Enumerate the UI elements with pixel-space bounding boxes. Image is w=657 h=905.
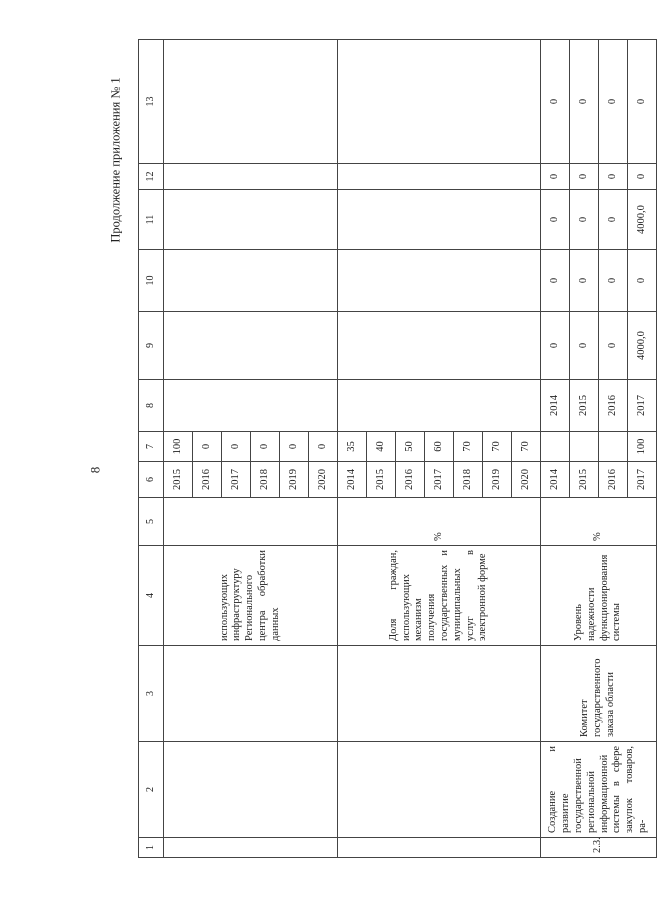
indicator-cell: Уровень надежности функционирования системы — [541, 546, 657, 646]
table-row — [164, 40, 193, 858]
table-row — [541, 40, 570, 858]
col-header: 1 — [139, 838, 164, 858]
unit-cell: % — [338, 498, 541, 546]
federal-cell: 0 — [628, 250, 657, 312]
regional-cell: 4000,0 — [628, 190, 657, 250]
year-cell: 2020 — [512, 462, 541, 498]
target-cell: 0 — [309, 432, 338, 462]
other-cell: 0 — [570, 40, 599, 164]
other-cell: 0 — [628, 40, 657, 164]
table-row — [338, 40, 367, 858]
col-header: 9 — [139, 312, 164, 380]
col-header: 6 — [139, 462, 164, 498]
target-cell: 100 — [164, 432, 193, 462]
header-row — [139, 40, 164, 858]
total-cell: 0 — [599, 312, 628, 380]
year-cell: 2017 — [628, 462, 657, 498]
other-cell: 0 — [541, 40, 570, 164]
col-header: 5 — [139, 498, 164, 546]
target-cell: 0 — [251, 432, 280, 462]
year-cell: 2017 — [425, 462, 454, 498]
appendix-title: Продолжение приложения № 1 — [108, 77, 123, 243]
col-header: 2 — [139, 742, 164, 838]
target-cell: 50 — [396, 432, 425, 462]
col-header: 8 — [139, 380, 164, 432]
indicator-cell: использующих инфраструктуру Регионального центра обработки данных — [164, 546, 338, 646]
finance-year-cell: 2014 — [541, 380, 570, 432]
federal-cell: 0 — [541, 250, 570, 312]
year-cell: 2014 — [338, 462, 367, 498]
year-cell: 2015 — [164, 462, 193, 498]
appendix-table — [138, 40, 648, 858]
page-number: 8 — [87, 466, 103, 474]
executor-cell: Комитет государственного заказа области — [541, 646, 657, 742]
year-cell: 2018 — [454, 462, 483, 498]
local-cell: 0 — [570, 164, 599, 190]
regional-cell: 0 — [541, 190, 570, 250]
year-cell: 2017 — [222, 462, 251, 498]
target-cell — [570, 432, 599, 462]
local-cell: 0 — [628, 164, 657, 190]
target-cell: 60 — [425, 432, 454, 462]
col-header: 10 — [139, 250, 164, 312]
col-header: 12 — [139, 164, 164, 190]
total-cell: 4000,0 — [628, 312, 657, 380]
col-header: 4 — [139, 546, 164, 646]
col-header: 7 — [139, 432, 164, 462]
target-cell: 35 — [338, 432, 367, 462]
year-cell: 2016 — [396, 462, 425, 498]
target-cell — [541, 432, 570, 462]
target-cell: 70 — [512, 432, 541, 462]
year-cell: 2014 — [541, 462, 570, 498]
target-cell: 70 — [483, 432, 512, 462]
item-name: Создание и развитие государственной региональной информационной системы в сфере закупок товаров, ра- — [541, 742, 657, 838]
col-header: 3 — [139, 646, 164, 742]
year-cell: 2020 — [309, 462, 338, 498]
local-cell: 0 — [599, 164, 628, 190]
col-header: 13 — [139, 40, 164, 164]
target-cell: 0 — [193, 432, 222, 462]
federal-cell: 0 — [570, 250, 599, 312]
other-cell: 0 — [599, 40, 628, 164]
year-cell: 2015 — [570, 462, 599, 498]
year-cell: 2016 — [193, 462, 222, 498]
target-cell: 100 — [628, 432, 657, 462]
target-cell: 0 — [280, 432, 309, 462]
target-cell: 70 — [454, 432, 483, 462]
year-cell: 2019 — [483, 462, 512, 498]
year-cell: 2019 — [280, 462, 309, 498]
year-cell: 2018 — [251, 462, 280, 498]
year-cell: 2016 — [599, 462, 628, 498]
col-header: 11 — [139, 190, 164, 250]
finance-year-cell: 2016 — [599, 380, 628, 432]
total-cell: 0 — [570, 312, 599, 380]
item-number: 2.3. — [541, 838, 657, 858]
indicator-cell: Доля граждан, использующих механизм получения государственных и муниципальных услуг в электронной форме — [338, 546, 541, 646]
target-cell — [599, 432, 628, 462]
local-cell: 0 — [541, 164, 570, 190]
finance-year-cell: 2015 — [570, 380, 599, 432]
year-cell: 2015 — [367, 462, 396, 498]
regional-cell: 0 — [570, 190, 599, 250]
target-cell: 0 — [222, 432, 251, 462]
total-cell: 0 — [541, 312, 570, 380]
target-cell: 40 — [367, 432, 396, 462]
federal-cell: 0 — [599, 250, 628, 312]
finance-year-cell: 2017 — [628, 380, 657, 432]
regional-cell: 0 — [599, 190, 628, 250]
unit-cell: % — [541, 498, 657, 546]
